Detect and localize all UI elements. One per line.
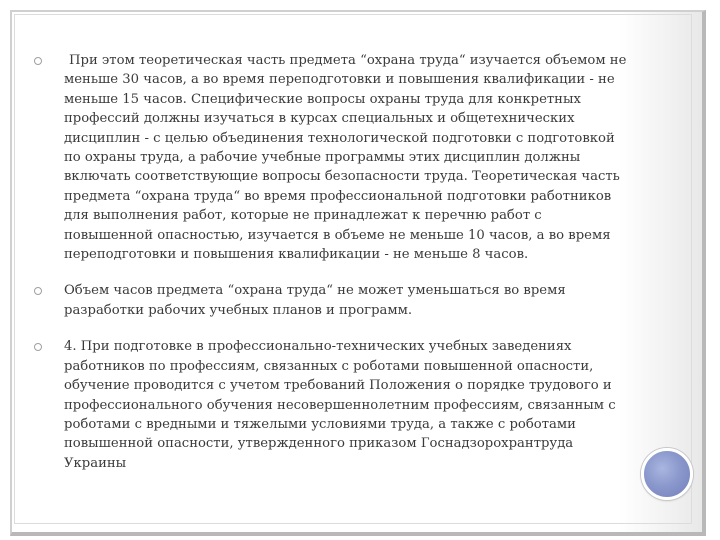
bullet-item-2	[34, 281, 634, 320]
bullet-marker-icon	[34, 343, 42, 351]
bullet-item-3	[34, 337, 634, 473]
decorative-circle-icon	[641, 448, 693, 500]
bullet-text-3: 4. При подготовке в профессионально-технических учебных заведениях работников по профессиям, связанных с роботами повышенной опасности, обучение проводится с учетом требований Положения о порядке трудового и профессионального обучения несовершеннолетним профессиям, связанным с роботами с вредными и тяжелыми условиями труда, а также с роботами повышенной опасности, утвержденного приказом Госнадзорохрантруда Украины	[64, 339, 616, 471]
bullet-item-1	[34, 51, 634, 264]
bullet-text-1: При этом теоретическая часть предмета “охрана труда“ изучается объемом не меньше 30 часов, а во время переподготовки и повышения квалификации - не меньше 15 часов. Специфические вопросы охраны труда для конкретных профессий должны изучаться в курсах специальных и общетехнических дисциплин - с целью объединения технологической подготовки с подготовкой по охраны труда, а рабочие учебные программы этих дисциплин должны включать соответствующие вопросы безопасности труда. Теоретическая часть предмета “охрана труда“ во время профессиональной подготовки работников для выполнения работ, которые не принадлежат к перечню работ с повышенной опасностью, изучается в объеме не меньше 10 часов, а во время переподготовки и повышения квалификации - не меньше 8 часов.	[64, 53, 627, 263]
bullet-text-2: Объем часов предмета “охрана труда“ не может уменьшаться во время разработки рабочих учебных планов и программ.	[64, 283, 566, 318]
bullet-marker-icon	[34, 287, 42, 295]
slide-body	[34, 51, 634, 473]
bullet-marker-icon	[34, 57, 42, 65]
